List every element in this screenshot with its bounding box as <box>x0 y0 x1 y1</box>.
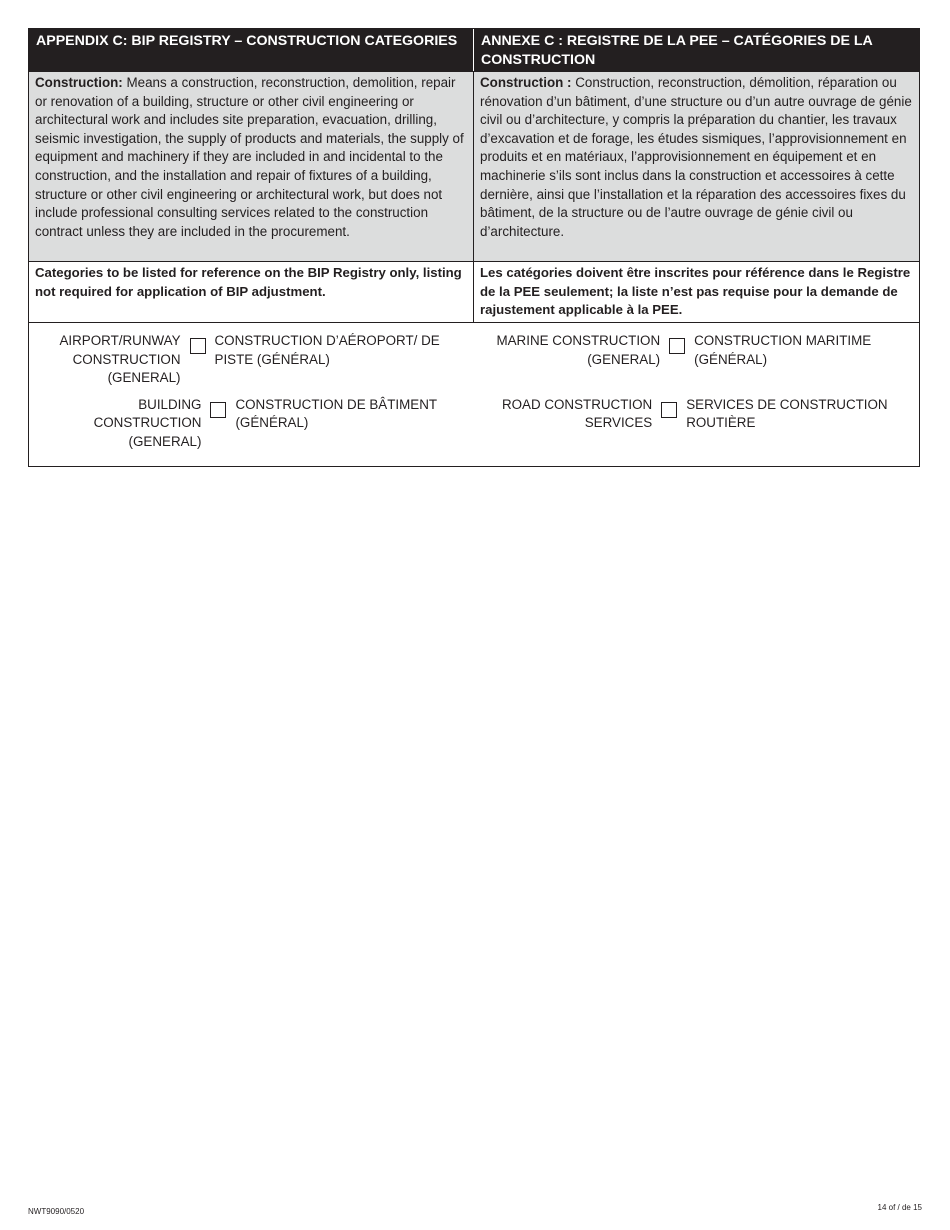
english-title: APPENDIX C: BIP REGISTRY – CONSTRUCTION CATEGORIES <box>29 29 474 71</box>
french-definition <box>474 71 919 261</box>
french-note: Les catégories doivent être inscrites pour référence dans le Registre de la PEE seulement; la liste n’est pas requise pour la demande de rajustement applicable à la PEE. <box>474 261 919 322</box>
english-note: Categories to be listed for reference on the BIP Registry only, listing not required for application of BIP adjustment. <box>29 261 474 322</box>
category-label-en: ROAD CONSTRUCTION SERVICES <box>501 396 653 431</box>
category-checklist <box>29 322 919 466</box>
category-label-fr: SERVICES DE CONSTRUCTION ROUTIÈRE <box>686 396 888 431</box>
category-marine <box>474 332 919 388</box>
category-label-fr: CONSTRUCTION MARITIME (GÉNÉRAL) <box>694 333 872 367</box>
category-label-fr: CONSTRUCTION D’AÉROPORT/ DE PISTE (GÉNÉRAL) <box>214 333 440 367</box>
french-definition-term: Construction : <box>480 75 572 90</box>
appendix-c-table <box>28 28 920 467</box>
note-row <box>29 261 919 322</box>
english-definition-term: Construction: <box>35 75 123 90</box>
category-road <box>474 396 919 452</box>
french-title: ANNEXE C : REGISTRE DE LA PEE – CATÉGORIES DE LA CONSTRUCTION <box>474 29 919 71</box>
english-definition-text: Means a construction, reconstruction, demolition, repair or renovation of a building, structure or other civil engineering or architectural work and includes site preparation, evacuation, drilling, seismic investigation, the supply of products and materials, the supply of equipment and machinery if they are included in and incidental to the construction, and the installation and repair of fixtures of a building, structure or other civil engineering or architectural work, but does not include professional consulting services related to the construction contract unless they are included in the procurement. <box>35 75 464 239</box>
category-label-en: MARINE CONSTRUCTION (GENERAL) <box>496 333 661 367</box>
marine-construction-checkbox[interactable] <box>669 338 685 354</box>
category-label-fr: CONSTRUCTION DE BÂTIMENT (GÉNÉRAL) <box>235 396 437 431</box>
category-label-en: AIRPORT/RUNWAY CONSTRUCTION (GENERAL) <box>59 333 181 386</box>
form-number: NWT9090/0520 <box>28 1207 85 1216</box>
english-definition <box>29 71 474 261</box>
airport-runway-checkbox[interactable] <box>190 338 206 354</box>
definition-row <box>29 71 919 261</box>
category-label-en: BUILDING CONSTRUCTION (GENERAL) <box>93 396 202 449</box>
road-construction-checkbox[interactable] <box>661 402 677 418</box>
building-construction-checkbox[interactable] <box>210 402 226 418</box>
category-building <box>29 396 474 452</box>
category-airport-runway <box>29 332 474 388</box>
french-definition-text: Construction, reconstruction, démolition, réparation ou rénovation d’un bâtiment, d’une structure ou d’un autre ouvrage de génie civil ou d’architecture, y compris la préparation du chantier, les travaux d’excavation et de forage, les études sismiques, l’approvisionnement en produits et en matériaux, l’approvisionnement en équipement et en machinerie s’ils sont inclus dans la construction et accessoires à cette dernière, ainsi que l’installation et la réparation des accessoires fixes du bâtiment, de la structure ou de l’autre ouvrage de génie civil ou d’architecture. <box>480 75 912 239</box>
page-number: 14 of / de 15 <box>877 1203 922 1212</box>
header-row <box>29 29 919 71</box>
